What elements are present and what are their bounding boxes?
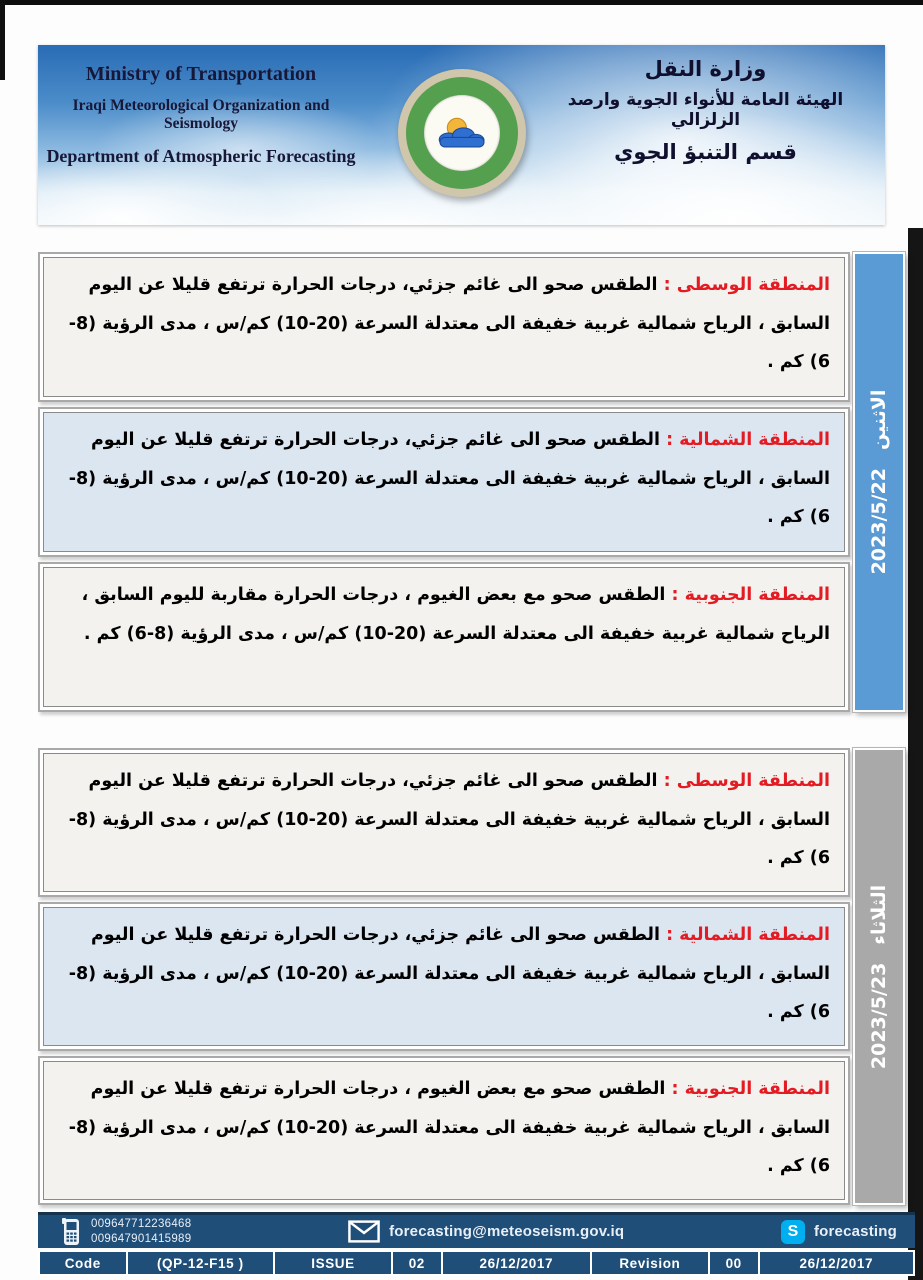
day-name-monday: الاثنين — [868, 389, 890, 450]
forecast-text-southern-monday: الطقس صحو مع بعض الغيوم ، درجات الحرارة مقاربة لليوم السابق ، الرياح شمالية غربية خفيفة الى معتدلة السرعة (20-10) كم/س ، مدى الرؤية (8-6) كم . — [81, 585, 830, 644]
forecast-text-central-tuesday: الطقس صحو الى غائم جزئي، درجات الحرارة ترتفع قليلا عن اليوم السابق ، الرياح شمالية غربية خفيفة الى معتدلة السرعة (20-10) كم/س ، مدى الرؤية (8-6) كم . — [68, 771, 830, 868]
document-code-bar — [38, 1250, 915, 1276]
code-label: Code — [64, 1255, 101, 1271]
code-value: (QP-12-F15 ) — [126, 1252, 274, 1274]
date-tab-monday — [853, 252, 905, 712]
phone-number-2: 009647901415989 — [91, 1232, 192, 1245]
forecast-box-frame — [38, 902, 850, 1051]
forecast-text-northern-monday: الطقس صحو الى غائم جزئي، درجات الحرارة ترتفع قليلا عن اليوم السابق ، الرياح شمالية غربية خفيفة الى معتدلة السرعة (20-10) كم/س ، مدى الرؤية (8-6) كم . — [68, 430, 830, 527]
forecast-box-southern-monday — [43, 567, 845, 707]
skype-handle: forecasting — [813, 1223, 897, 1240]
department-title-en: Department of Atmospheric Forecasting — [46, 146, 356, 166]
region-title-southern: المنطقة الجنوبية : — [671, 585, 830, 605]
date-tuesday: 2023/5/23 — [868, 962, 890, 1069]
day-name-tuesday: الثلاثاء — [868, 884, 890, 945]
forecast-text-southern-tuesday: الطقس صحو مع بعض الغيوم ، درجات الحرارة ترتفع قليلا عن اليوم السابق ، الرياح شمالية غربية خفيفة الى معتدلة السرعة (20-10) كم/س ، مدى الرؤية (8-6) كم . — [68, 1079, 830, 1176]
organization-title-en: Iraqi Meteorological Organization and Seismology — [72, 97, 330, 132]
date-tab-tuesday — [853, 748, 905, 1205]
envelope-icon — [348, 1220, 380, 1243]
skype-contact — [781, 1220, 897, 1244]
forecast-text-central-monday: الطقس صحو الى غائم جزئي، درجات الحرارة ترتفع قليلا عن اليوم السابق ، الرياح شمالية غربية خفيفة الى معتدلة السرعة (20-10) كم/س ، مدى الرؤية (8-6) كم . — [68, 275, 830, 372]
forecast-section-tuesday — [38, 748, 905, 1205]
scan-artifact-top-edge — [0, 0, 923, 5]
issue-date: 26/12/2017 — [441, 1252, 590, 1274]
phone-numbers — [91, 1217, 191, 1246]
header-english-block — [46, 63, 356, 167]
forecast-box-frame — [38, 748, 850, 897]
organization-title-ar: الهيئة العامة للأنواء الجوية وارصد الزلزالي — [567, 90, 844, 130]
scan-artifact-left-edge — [0, 0, 5, 80]
forecast-box-northern-monday — [43, 412, 845, 552]
region-title-northern: المنطقة الشمالية : — [666, 430, 830, 450]
skype-icon: S — [781, 1220, 805, 1244]
forecast-box-central-monday — [43, 257, 845, 397]
forecast-box-northern-tuesday — [43, 907, 845, 1046]
issue-number: 02 — [391, 1252, 441, 1274]
header-banner — [38, 45, 885, 225]
revision-number: 00 — [708, 1252, 758, 1274]
revision-label: Revision — [590, 1252, 708, 1274]
date-monday: 2023/5/22 — [868, 468, 890, 575]
issue-label: ISSUE — [273, 1252, 391, 1274]
header-arabic-block — [538, 57, 873, 164]
forecast-box-southern-tuesday — [43, 1061, 845, 1200]
ministry-title-ar: وزارة النقل — [644, 57, 767, 81]
date-tab-wrap-monday — [853, 252, 905, 712]
date-tab-label-monday — [856, 262, 902, 702]
forecast-section-monday — [38, 252, 905, 712]
scan-artifact-right-edge — [908, 228, 923, 1280]
date-tab-wrap-tuesday — [853, 748, 905, 1205]
region-title-northern: المنطقة الشمالية : — [666, 925, 830, 945]
forecast-boxes-tuesday — [38, 748, 850, 1205]
email-address: forecasting@meteoseism.gov.iq — [389, 1223, 625, 1240]
email-contact — [348, 1220, 624, 1243]
department-title-ar: قسم التنبؤ الجوي — [614, 140, 797, 164]
phone-contact — [60, 1217, 191, 1247]
contact-bar — [38, 1212, 915, 1248]
region-title-central: المنطقة الوسطى : — [663, 275, 830, 295]
forecast-box-frame — [38, 407, 850, 557]
forecast-box-central-tuesday — [43, 753, 845, 892]
forecast-box-frame — [38, 562, 850, 712]
forecast-box-frame — [38, 1056, 850, 1205]
region-title-southern: المنطقة الجنوبية : — [671, 1079, 830, 1099]
sun-cloud-icon — [429, 113, 495, 153]
mobile-phone-icon — [60, 1217, 82, 1247]
region-title-central: المنطقة الوسطى : — [663, 771, 830, 791]
date-tab-label-tuesday — [856, 757, 902, 1197]
forecast-boxes-monday — [38, 252, 850, 712]
forecast-box-frame — [38, 252, 850, 402]
revision-date: 26/12/2017 — [758, 1252, 913, 1274]
organization-seal-icon — [398, 69, 526, 197]
phone-number-1: 009647712236468 — [91, 1218, 192, 1231]
forecast-text-northern-tuesday: الطقس صحو الى غائم جزئي، درجات الحرارة ترتفع قليلا عن اليوم السابق ، الرياح شمالية غربية خفيفة الى معتدلة السرعة (20-10) كم/س ، مدى الرؤية (8-6) كم . — [68, 925, 830, 1022]
ministry-title-en: Ministry of Transportation — [85, 63, 317, 85]
